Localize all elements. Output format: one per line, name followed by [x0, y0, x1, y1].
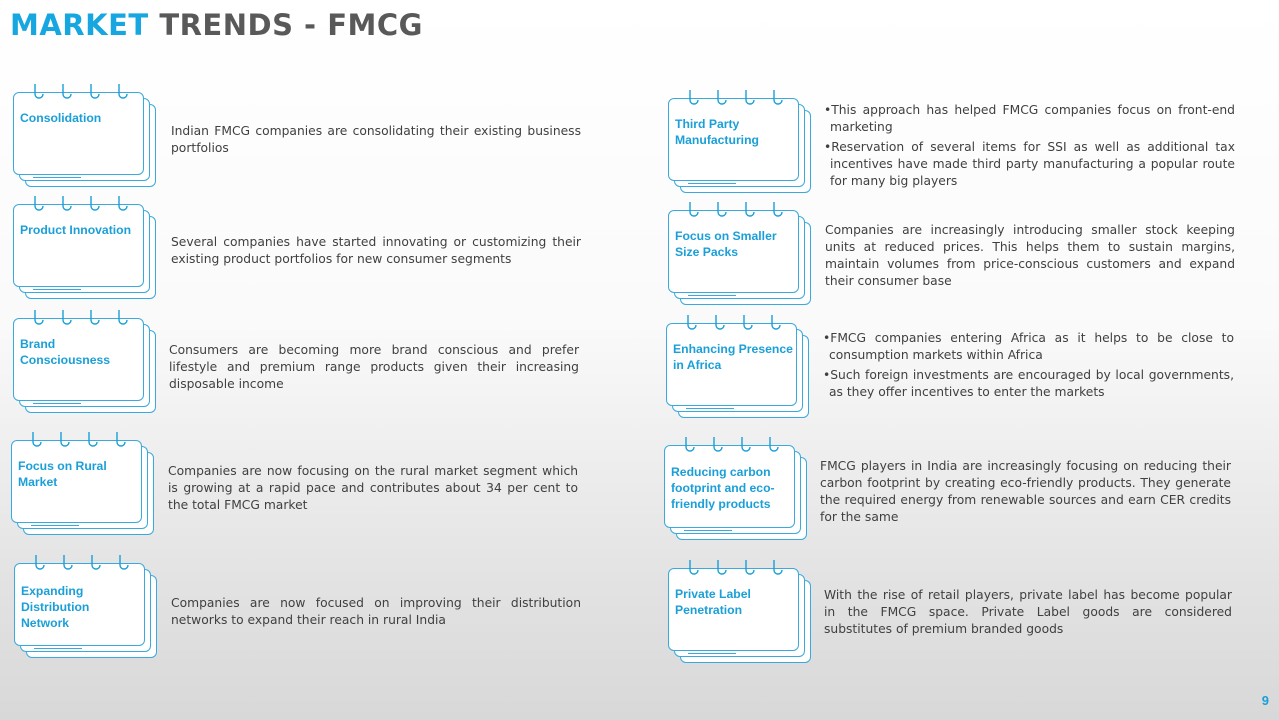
binder-rings-icon: [27, 308, 137, 328]
notepad-card-icon: [13, 318, 158, 413]
product-innovation-text: Several companies have started innovating or customizing their existing product portfolios for new consumer segments: [171, 235, 581, 266]
binder-rings-icon: [680, 313, 790, 333]
page-title: [10, 8, 423, 42]
binder-rings-icon: [27, 194, 137, 214]
binder-rings-icon: [682, 558, 792, 578]
bullet: •FMCG companies entering Africa as it helps to be close to consumption markets within Africa: [823, 331, 1234, 362]
notepad-card-icon: [668, 568, 813, 663]
notepad-card-icon: [668, 210, 813, 305]
card-label: Consolidation: [20, 111, 102, 125]
private-label-text: With the rise of retail players, private label has become popular in the FMCG space. Private Label goods are considered substitutes of premium branded goods: [824, 588, 1232, 636]
card-label: Product Innovation: [20, 223, 132, 237]
consolidation-text: Indian FMCG companies are consolidating their existing business portfolios: [171, 124, 581, 155]
carbon-footprint-text: FMCG players in India are increasingly focusing on reducing their carbon footprint by creating eco-friendly products. They generate the required energy from renewable sources and earn CER credits for the same: [820, 459, 1231, 524]
distribution-text: Companies are now focused on improving their distribution networks to expand their reach in rural India: [171, 596, 581, 627]
notepad-card-icon: [14, 563, 159, 658]
card-label: Third Party Manufacturing: [675, 117, 759, 147]
notepad-card-icon: [666, 323, 811, 418]
title-accent: MARKET: [10, 8, 149, 42]
notepad-card-icon: [13, 92, 158, 187]
third-party-text: [824, 102, 1235, 193]
notepad-card-icon: [664, 445, 809, 540]
binder-rings-icon: [28, 553, 138, 573]
binder-rings-icon: [682, 88, 792, 108]
card-label: Enhancing Presence in Africa: [673, 342, 793, 372]
notepad-card-icon: [668, 98, 813, 193]
brand-consciousness-text: Consumers are becoming more brand conscious and prefer lifestyle and premium range products given their increasing disposable income: [169, 343, 579, 391]
card-label: Reducing carbon footprint and eco-friendly products: [671, 465, 775, 511]
card-label: Focus on Smaller Size Packs: [675, 229, 777, 259]
notepad-card-icon: [13, 204, 158, 299]
binder-rings-icon: [27, 82, 137, 102]
card-label: Expanding Distribution Network: [21, 584, 90, 630]
bullet: •Reservation of several items for SSI as well as additional tax incentives have made third party manufacturing a popular route for many big players: [824, 140, 1235, 188]
bullet: •Such foreign investments are encouraged by local governments, as they offer incentives to enter the markets: [823, 368, 1234, 399]
card-label: Private Label Penetration: [675, 587, 751, 617]
smaller-packs-text: Companies are increasingly introducing smaller stock keeping units at reduced prices. This helps them to sustain margins, maintain volumes from price-conscious customers and expand their consumer base: [825, 223, 1235, 288]
rural-market-text: Companies are now focusing on the rural market segment which is growing at a rapid pace and contributes about 34 per cent to the total FMCG market: [168, 464, 578, 512]
title-rest: TRENDS - FMCG: [159, 8, 423, 42]
card-label: Focus on Rural Market: [18, 459, 107, 489]
page-number: 9: [1261, 693, 1269, 708]
binder-rings-icon: [682, 200, 792, 220]
bullet: •This approach has helped FMCG companies focus on front-end marketing: [824, 103, 1235, 134]
binder-rings-icon: [25, 430, 135, 450]
binder-rings-icon: [678, 435, 788, 455]
card-label: Brand Consciousness: [20, 337, 111, 367]
notepad-card-icon: [11, 440, 156, 535]
africa-text: [823, 330, 1234, 404]
